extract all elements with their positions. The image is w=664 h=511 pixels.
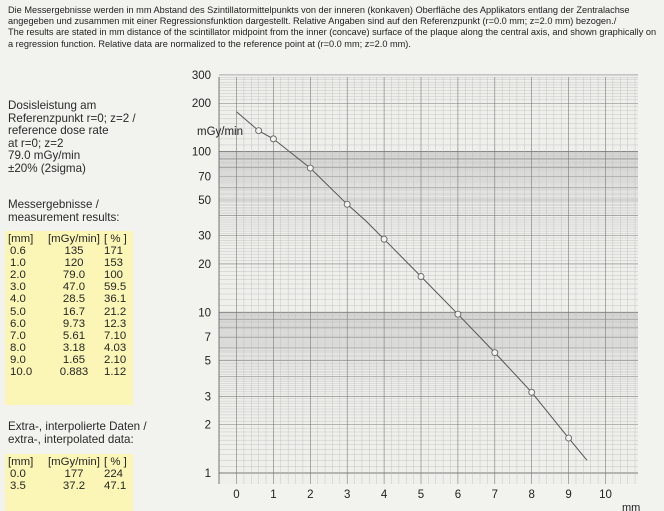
interpolated-cell: 0.0 [10, 468, 26, 481]
data-point [529, 389, 535, 395]
x-tick-label: 0 [233, 489, 240, 501]
intro-text-en: The results are stated in mm distance of the scintillator midpoint from the inner (concave) surface of the plaque along the central axis, and shown graphically on a regression function. Relative data are normalized to the reference point at (r=0.0 mm; z=2.0 mm). [8, 27, 657, 49]
results-cell: 7.10 [104, 329, 127, 342]
y-tick-label: 300 [191, 69, 211, 82]
data-point [418, 274, 424, 280]
results-cell: 9.0 [10, 353, 26, 366]
results-cell: 0.883 [59, 366, 89, 379]
results-cell: 10.0 [10, 366, 33, 379]
results-cell: 1.12 [104, 366, 127, 379]
x-tick-label: 7 [491, 489, 499, 501]
interpolated-column-header: [ % ] [104, 456, 127, 468]
y-tick-label: 10 [198, 307, 211, 320]
y-tick-label: 2 [204, 419, 211, 432]
interpolated-cell: 224 [104, 468, 124, 481]
y-tick-label: 3 [204, 391, 211, 404]
interpolated-cell: 47.1 [104, 480, 127, 493]
results-cell: 4.03 [104, 341, 127, 354]
data-point [381, 236, 387, 242]
results-cell: 47.0 [62, 281, 86, 294]
y-tick-label: 7 [204, 332, 211, 345]
y-tick-label: 20 [198, 258, 211, 271]
results-cell: 153 [104, 257, 124, 270]
results-cell: 5.0 [10, 305, 26, 318]
results-column-header: [mm] [8, 233, 34, 245]
x-tick-label: 3 [343, 489, 351, 501]
data-point [344, 201, 350, 207]
results-column-header: [ % ] [104, 233, 127, 245]
results-cell: 16.7 [62, 305, 86, 318]
x-tick-label: 10 [599, 489, 612, 501]
results-cell: 4.0 [10, 293, 26, 306]
x-tick-labels [233, 489, 612, 501]
results-column-header: [mGy/min] [48, 233, 100, 245]
results-heading: Messergebnisse / measurement results: [8, 198, 120, 224]
results-cell: 1.65 [62, 353, 86, 366]
y-tick-label: 200 [191, 98, 211, 111]
y-tick-label: 100 [191, 146, 211, 159]
x-tick-label: 1 [270, 489, 277, 501]
data-point [492, 350, 498, 356]
results-cell: 59.5 [104, 281, 127, 294]
interpolated-cell: 177 [64, 468, 84, 481]
x-tick-label: 8 [528, 489, 535, 501]
data-point [566, 435, 572, 441]
results-cell: 3.0 [10, 281, 26, 294]
results-cell: 0.6 [10, 245, 26, 258]
results-cell: 28.5 [62, 293, 86, 306]
results-cell: 5.61 [62, 329, 86, 342]
x-tick-label: 5 [417, 489, 425, 501]
results-cell: 6.0 [10, 317, 26, 330]
data-point [307, 165, 313, 171]
results-cell: 79.0 [62, 269, 86, 282]
interpolated-column-header: [mGy/min] [48, 456, 100, 468]
x-axis-label: mm [622, 502, 641, 511]
x-tick-label: 4 [380, 489, 388, 501]
results-cell: 7.0 [10, 329, 26, 342]
results-cell: 8.0 [10, 341, 26, 354]
reference-dose-rate: Dosisleistung am Referenzpunkt r=0; z=2 / reference dose rate at r=0; z=2 79.0 mGy/min ±20% (2sigma) [8, 99, 136, 175]
data-point [270, 136, 276, 142]
y-tick-label: 30 [198, 230, 211, 243]
interpolated-cell: 37.2 [62, 480, 86, 493]
results-cell: 171 [104, 245, 124, 258]
results-cell: 12.3 [104, 317, 127, 330]
results-cell: 100 [104, 269, 124, 282]
results-cell: 120 [64, 257, 84, 270]
y-tick-label: 5 [204, 355, 211, 368]
results-cell: 1.0 [10, 257, 26, 270]
interpolated-heading: Extra-, interpolierte Daten / extra-, interpolated data: [8, 420, 147, 446]
results-cell: 9.73 [62, 317, 86, 330]
y-tick-label: 50 [198, 194, 211, 207]
results-cell: 2.0 [10, 269, 26, 282]
results-cell: 3.18 [62, 341, 86, 354]
y-axis-label: mGy/min [197, 126, 243, 138]
results-cell: 21.2 [104, 305, 127, 318]
intro-text-de: Die Messergebnisse werden in mm Abstand des Szintillatormittelpunkts von der inneren (konkaven) Oberfläche des Applikators entlang der Zentralachse angegeben und zusammen mit einer Regressionsfunktion dargestellt. Relative Angaben sind auf den Referenzpunkt (r=0.0 mm; z=2.0 mm) bezogen./ [8, 5, 630, 27]
x-tick-label: 2 [307, 489, 314, 501]
interpolated-column-header: [mm] [8, 456, 34, 468]
data-point [455, 311, 461, 317]
y-tick-label: 1 [204, 468, 211, 480]
x-tick-label: 6 [454, 489, 462, 501]
x-tick-label: 9 [565, 489, 572, 501]
data-point [256, 128, 262, 134]
results-cell: 2.10 [104, 353, 127, 366]
y-tick-label: 70 [198, 171, 211, 184]
interpolated-cell: 3.5 [10, 480, 26, 493]
results-cell: 135 [64, 245, 84, 258]
results-cell: 36.1 [104, 293, 127, 306]
